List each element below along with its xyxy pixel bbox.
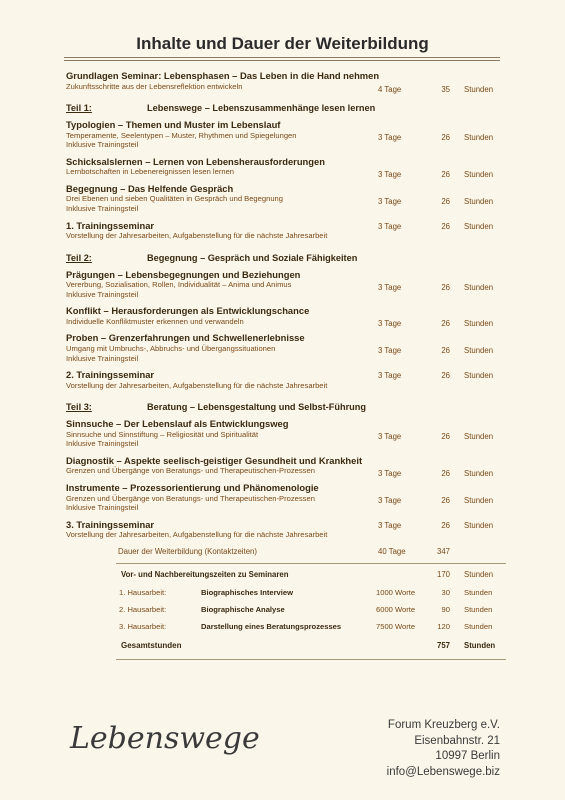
summary-divider <box>116 659 506 660</box>
module <box>66 369 506 390</box>
prep-label: Vor- und Nachbereitungszeiten zu Seminaren <box>121 569 289 579</box>
homework-label: 3. Hausarbeit: <box>119 621 167 631</box>
module-title: Instrumente – Prozessorientierung und Phänomenologie <box>66 482 319 493</box>
module-unit: Stunden <box>464 520 494 530</box>
module-hours: 26 <box>441 221 450 231</box>
module <box>66 119 506 150</box>
module-description: Inklusive Trainingsteil <box>66 289 139 299</box>
contact-total-hours: 347 <box>436 546 450 556</box>
module-days: 3 Tage <box>378 520 402 530</box>
module-description: Zukunftsschritte aus der Lebensreflektion entwickeln <box>66 81 243 91</box>
module-hours: 26 <box>441 196 450 206</box>
module-unit: Stunden <box>464 169 494 179</box>
part-label: Teil 2: <box>66 252 92 263</box>
part-heading <box>66 253 506 263</box>
prep-row <box>66 570 506 584</box>
grand-total-label: Gesamtstunden <box>121 640 182 650</box>
homework-title: Biographische Analyse <box>201 604 285 614</box>
module-description: Inklusive Trainingsteil <box>66 439 139 449</box>
module-description: Vorstellung der Jahresarbeiten, Aufgabenstellung für die nächste Jahresarbeit <box>66 530 328 540</box>
homework-row <box>66 588 506 605</box>
homework-label: 1. Hausarbeit: <box>119 587 167 597</box>
module-title: 3. Trainingsseminar <box>66 518 155 530</box>
module-unit: Stunden <box>464 371 494 381</box>
part-heading <box>66 402 506 412</box>
module-unit: Stunden <box>464 496 494 505</box>
contact-total-days: 40 Tage <box>378 546 406 556</box>
module <box>66 455 506 476</box>
module-title: Grundlagen Seminar: Lebensphasen – Das Leben in die Hand nehmen <box>66 70 380 81</box>
module <box>66 269 506 300</box>
module-unit: Stunden <box>464 468 494 478</box>
part-heading <box>66 103 506 113</box>
module <box>66 482 506 513</box>
module-days: 3 Tage <box>378 221 402 231</box>
homework-row <box>66 622 506 639</box>
module-hours: 26 <box>441 282 450 292</box>
contact-total-label: Dauer der Weiterbildung (Kontaktzeiten) <box>118 546 257 556</box>
module-hours: 26 <box>441 520 450 530</box>
module-description: Temperamente, Seelentypen – Muster, Rhythmen und Spiegelungen <box>66 130 297 140</box>
grand-total-row <box>66 641 506 655</box>
module-description: Umgang mit Umbruchs-, Abbruchs- und Übergangssituationen <box>66 343 276 353</box>
module-hours: 26 <box>441 371 450 381</box>
module-title: Begegnung – Das Helfende Gespräch <box>66 182 234 194</box>
intro-seminar <box>66 70 506 94</box>
homework-label: 2. Hausarbeit: <box>119 604 167 614</box>
module-hours: 26 <box>441 169 450 179</box>
homework-hours: 30 <box>441 587 450 597</box>
part-title: Lebenswege – Lebenszusammenhänge lesen lernen <box>147 103 376 114</box>
homework-hours: 120 <box>437 621 450 631</box>
email-address: info@Lebenswege.biz <box>386 765 500 778</box>
homework-hours: 90 <box>441 604 450 614</box>
module-description: Sinnsuche und Sinnstiftung – Religiosität und Spiritualität <box>66 429 259 439</box>
module-description: Inklusive Trainingsteil <box>66 503 139 513</box>
module-description: Vorstellung der Jahresarbeiten, Aufgabenstellung für die nächste Jahresarbeit <box>66 231 328 241</box>
homework-words: 1000 Worte <box>376 587 416 597</box>
module-hours: 26 <box>441 432 450 442</box>
homework-title: Darstellung eines Beratungsprozesses <box>201 621 342 631</box>
module-title: 1. Trainingsseminar <box>66 219 155 231</box>
part-label: Teil 1: <box>66 103 92 114</box>
module-description: Vererbung, Sozialisation, Rollen, Individualität – Anima und Animus <box>66 280 292 290</box>
module-days: 3 Tage <box>378 371 402 381</box>
module-days: 3 Tage <box>378 282 402 292</box>
module-description: Grenzen und Übergänge von Beratungs- und Therapeutischen-Prozessen <box>66 466 315 476</box>
module-days: 3 Tage <box>378 169 402 179</box>
prep-unit: Stunden <box>464 569 494 579</box>
organization-name: Forum Kreuzberg e.V. <box>387 719 500 731</box>
prep-hours: 170 <box>436 569 450 579</box>
address-block <box>350 718 500 780</box>
module <box>66 183 506 214</box>
summary-divider <box>116 563 506 564</box>
module-unit: Stunden <box>464 196 494 206</box>
homework-unit: Stunden <box>464 604 493 614</box>
module-unit: Stunden <box>464 85 494 94</box>
module-hours: 26 <box>441 496 450 505</box>
part-label: Teil 3: <box>66 402 92 413</box>
module-description: Inklusive Trainingsteil <box>66 140 139 150</box>
module-hours: 26 <box>441 346 450 356</box>
module-unit: Stunden <box>464 346 494 356</box>
module-days: 3 Tage <box>378 432 402 442</box>
module-hours: 26 <box>441 319 450 329</box>
module <box>66 418 506 449</box>
part-title: Beratung – Lebensgestaltung und Selbst-Führung <box>147 402 366 413</box>
module-hours: 26 <box>441 468 450 478</box>
module-days: 3 Tage <box>378 196 402 206</box>
module-days: 4 Tage <box>378 85 402 94</box>
module-unit: Stunden <box>464 282 494 292</box>
postal-city: 10997 Berlin <box>435 750 500 762</box>
homework-unit: Stunden <box>464 587 493 597</box>
module-hours: 35 <box>441 85 450 94</box>
module-description: Lernbotschaften in Lebenereignissen lesen lernen <box>66 167 235 177</box>
grand-total-unit: Stunden <box>464 640 496 650</box>
module-unit: Stunden <box>464 221 494 231</box>
module <box>66 332 506 363</box>
homework-row <box>66 605 506 622</box>
module-days: 3 Tage <box>378 468 402 478</box>
module-description: Inklusive Trainingsteil <box>66 203 139 213</box>
module-days: 3 Tage <box>378 346 402 356</box>
module-description: Drei Ebenen und sieben Qualitäten in Gespräch und Begegnung <box>66 194 284 204</box>
contact-total-row <box>66 547 506 561</box>
module <box>66 305 506 329</box>
homework-unit: Stunden <box>464 621 493 631</box>
module-unit: Stunden <box>464 319 494 329</box>
module-title: Prägungen – Lebensbegegnungen und Beziehungen <box>66 268 301 280</box>
homework-words: 6000 Worte <box>376 604 416 614</box>
title-rule-top <box>64 57 500 58</box>
homework-words: 7500 Worte <box>376 621 416 631</box>
module-title: 2. Trainingsseminar <box>66 369 155 381</box>
module-description: Grenzen und Übergänge von Beratungs- und Therapeutischen-Prozessen <box>66 493 315 503</box>
module-title: Sinnsuche – Der Lebenslauf als Entwicklungsweg <box>66 418 289 430</box>
module-days: 3 Tage <box>378 319 402 329</box>
title-rule-bottom <box>64 60 500 61</box>
module-description: Individuelle Konfliktmuster erkennen und verwandeln <box>66 316 244 326</box>
module-hours: 26 <box>441 133 450 143</box>
module-title: Schicksalslernen – Lernen von Lebensherausforderungen <box>66 155 325 167</box>
street-address: Eisenbahnstr. 21 <box>414 734 500 747</box>
module-description: Vorstellung der Jahresarbeiten, Aufgabenstellung für die nächste Jahresarbeit <box>66 380 328 390</box>
module-description: Inklusive Trainingsteil <box>66 353 139 363</box>
homework-title: Biographisches Interview <box>201 587 293 597</box>
module-days: 3 Tage <box>378 496 402 505</box>
module-days: 3 Tage <box>378 133 402 143</box>
module <box>66 220 506 241</box>
module-unit: Stunden <box>464 133 494 143</box>
lebenswege-logo <box>66 712 266 772</box>
module-title: Konflikt – Herausforderungen als Entwicklungschance <box>66 305 310 317</box>
module <box>66 519 506 540</box>
module-title: Diagnostik – Aspekte seelisch-geistiger Gesundheit und Krankheit <box>66 454 363 466</box>
module-unit: Stunden <box>464 432 494 442</box>
module <box>66 156 506 177</box>
logo-text: Lebenswege <box>70 721 260 756</box>
part-title: Begegnung – Gespräch und Soziale Fähigkeiten <box>147 252 358 263</box>
module-title: Typologien – Themen und Muster im Lebenslauf <box>66 119 281 131</box>
module-title: Proben – Grenzerfahrungen und Schwellenerlebnisse <box>66 332 305 344</box>
grand-total-hours: 757 <box>436 640 450 650</box>
page-title: Inhalte und Dauer der Weiterbildung <box>136 34 429 53</box>
curriculum <box>66 68 506 660</box>
